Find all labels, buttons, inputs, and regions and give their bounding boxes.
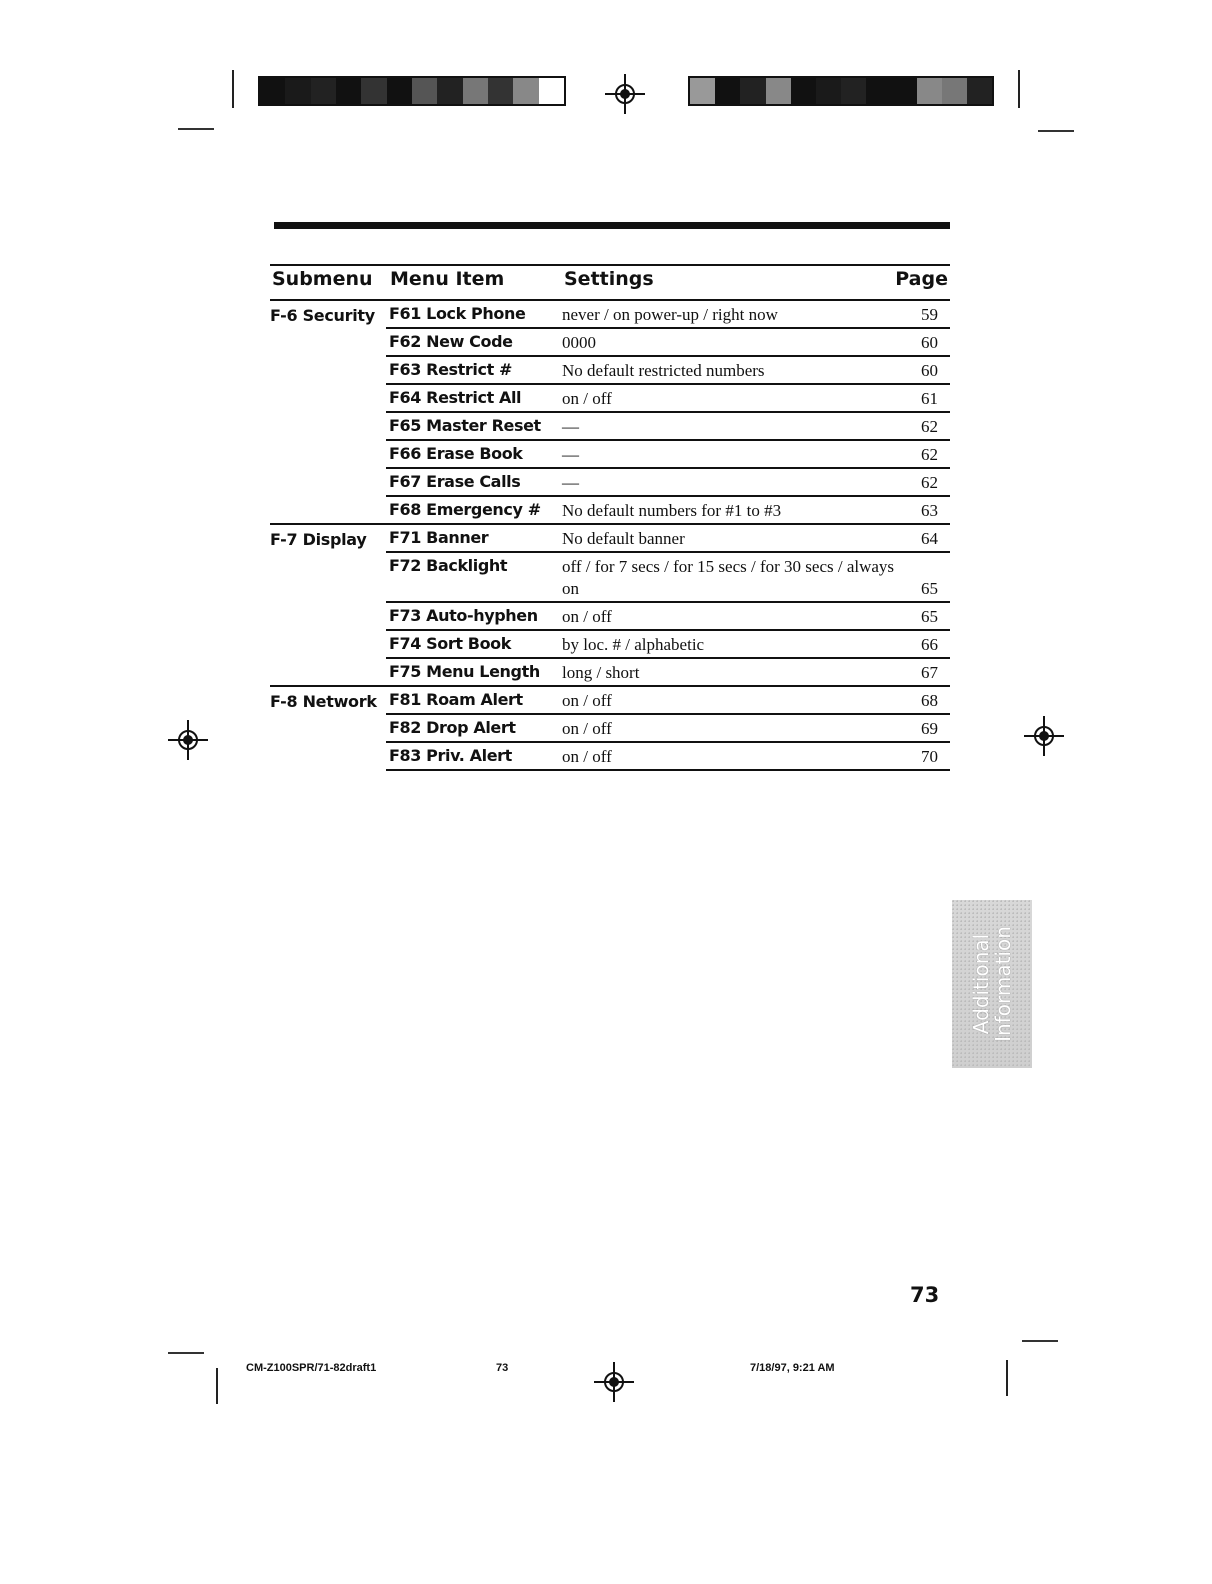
setting-value: — [562,417,579,436]
page-ref: 66 [921,635,938,654]
section-tab-line1: Additional [969,933,993,1035]
header-settings: Settings [564,268,654,290]
submenu-group [270,301,950,525]
crop-mark-top-right [1018,70,1020,108]
menu-item: F75 Menu Length [389,662,540,681]
setting-value: — [562,473,579,492]
menu-settings-table [270,264,950,771]
setting-value: long / short [562,663,640,682]
menu-item: F64 Restrict All [389,388,522,407]
table-row [386,659,950,687]
table-row [386,525,950,553]
submenu-name: F-6 Security [270,306,375,325]
page-ref: 69 [921,719,938,738]
color-bar-right [688,76,994,106]
crop-mark-bottom-right [1006,1360,1008,1396]
table-header-row [270,264,950,301]
submenu-name: F-8 Network [270,692,377,711]
setting-value: on / off [562,691,612,710]
page-ref: 68 [921,691,938,710]
menu-item: F63 Restrict # [389,360,512,379]
top-rule [274,222,950,229]
menu-item: F61 Lock Phone [389,304,526,323]
menu-item: F65 Master Reset [389,416,541,435]
submenu-group [270,525,950,687]
header-page: Page [895,268,948,290]
table-row [386,413,950,441]
table-row [386,329,950,357]
setting-value: — [562,445,579,464]
page-ref: 65 [921,579,938,598]
table-row [386,469,950,497]
page-ref: 62 [921,445,938,464]
setting-value: on / off [562,389,612,408]
registration-crosshair-icon [605,74,645,114]
menu-item: F62 New Code [389,332,513,351]
table-row [386,631,950,659]
menu-item: F82 Drop Alert [389,718,516,737]
setting-value: on / off [562,719,612,738]
page-ref: 62 [921,417,938,436]
table-row [386,715,950,743]
section-tab-label [970,926,1014,1042]
table-row [386,301,950,329]
menu-item: F67 Erase Calls [389,472,521,491]
table-row [386,687,950,715]
page-ref: 63 [921,501,938,520]
page-ref: 61 [921,389,938,408]
setting-value: on / off [562,747,612,766]
trim-mark-bottom-right [1022,1340,1058,1342]
table-row [386,357,950,385]
menu-item: F81 Roam Alert [389,690,523,709]
section-tab-line2: Information [991,926,1015,1042]
submenu-group [270,687,950,771]
registration-crosshair-icon [594,1362,634,1402]
footer-page: 73 [496,1362,509,1374]
page-ref: 67 [921,663,938,682]
table-row [386,603,950,631]
setting-value: No default restricted numbers [562,361,765,380]
page-ref: 65 [921,607,938,626]
footer-file-name: CM-Z100SPR/71-82draft1 [246,1362,377,1374]
setting-value: never / on power-up / right now [562,305,778,324]
color-bar-left [258,76,566,106]
trim-mark-top-right [1038,130,1074,132]
setting-value: off / for 7 secs / for 15 secs / for 30 secs / always on [562,557,895,598]
section-thumb-tab [952,900,1032,1068]
page-ref: 59 [921,305,938,324]
menu-item: F72 Backlight [389,556,508,575]
setting-value: 0000 [562,333,596,352]
setting-value: No default banner [562,529,685,548]
table-row [386,553,950,603]
setting-value: by loc. # / alphabetic [562,635,705,654]
menu-item: F66 Erase Book [389,444,523,463]
table-row [386,441,950,469]
registration-crosshair-icon [168,720,208,760]
page-ref: 60 [921,333,938,352]
menu-item: F73 Auto-hyphen [389,606,538,625]
setting-value: No default numbers for #1 to #3 [562,501,782,520]
menu-item: F83 Priv. Alert [389,746,512,765]
registration-crosshair-icon [1024,716,1064,756]
table-row [386,743,950,771]
page-ref: 60 [921,361,938,380]
menu-item: F68 Emergency # [389,500,541,519]
menu-item: F74 Sort Book [389,634,512,653]
crop-mark-top-left [232,70,234,108]
menu-item: F71 Banner [389,528,489,547]
page-ref: 62 [921,473,938,492]
trim-mark-bottom-left [168,1352,204,1354]
crop-mark-bottom-left [216,1368,218,1404]
page-number: 73 [910,1283,940,1307]
header-submenu: Submenu [272,268,373,290]
submenu-name: F-7 Display [270,530,367,549]
table-row [386,385,950,413]
header-menu-item: Menu Item [390,268,505,290]
trim-mark-top-left [178,128,214,130]
table-row [386,497,950,525]
footer-date: 7/18/97, 9:21 AM [750,1362,835,1374]
page-ref: 64 [921,529,938,548]
setting-value: on / off [562,607,612,626]
page-ref: 70 [921,747,938,766]
